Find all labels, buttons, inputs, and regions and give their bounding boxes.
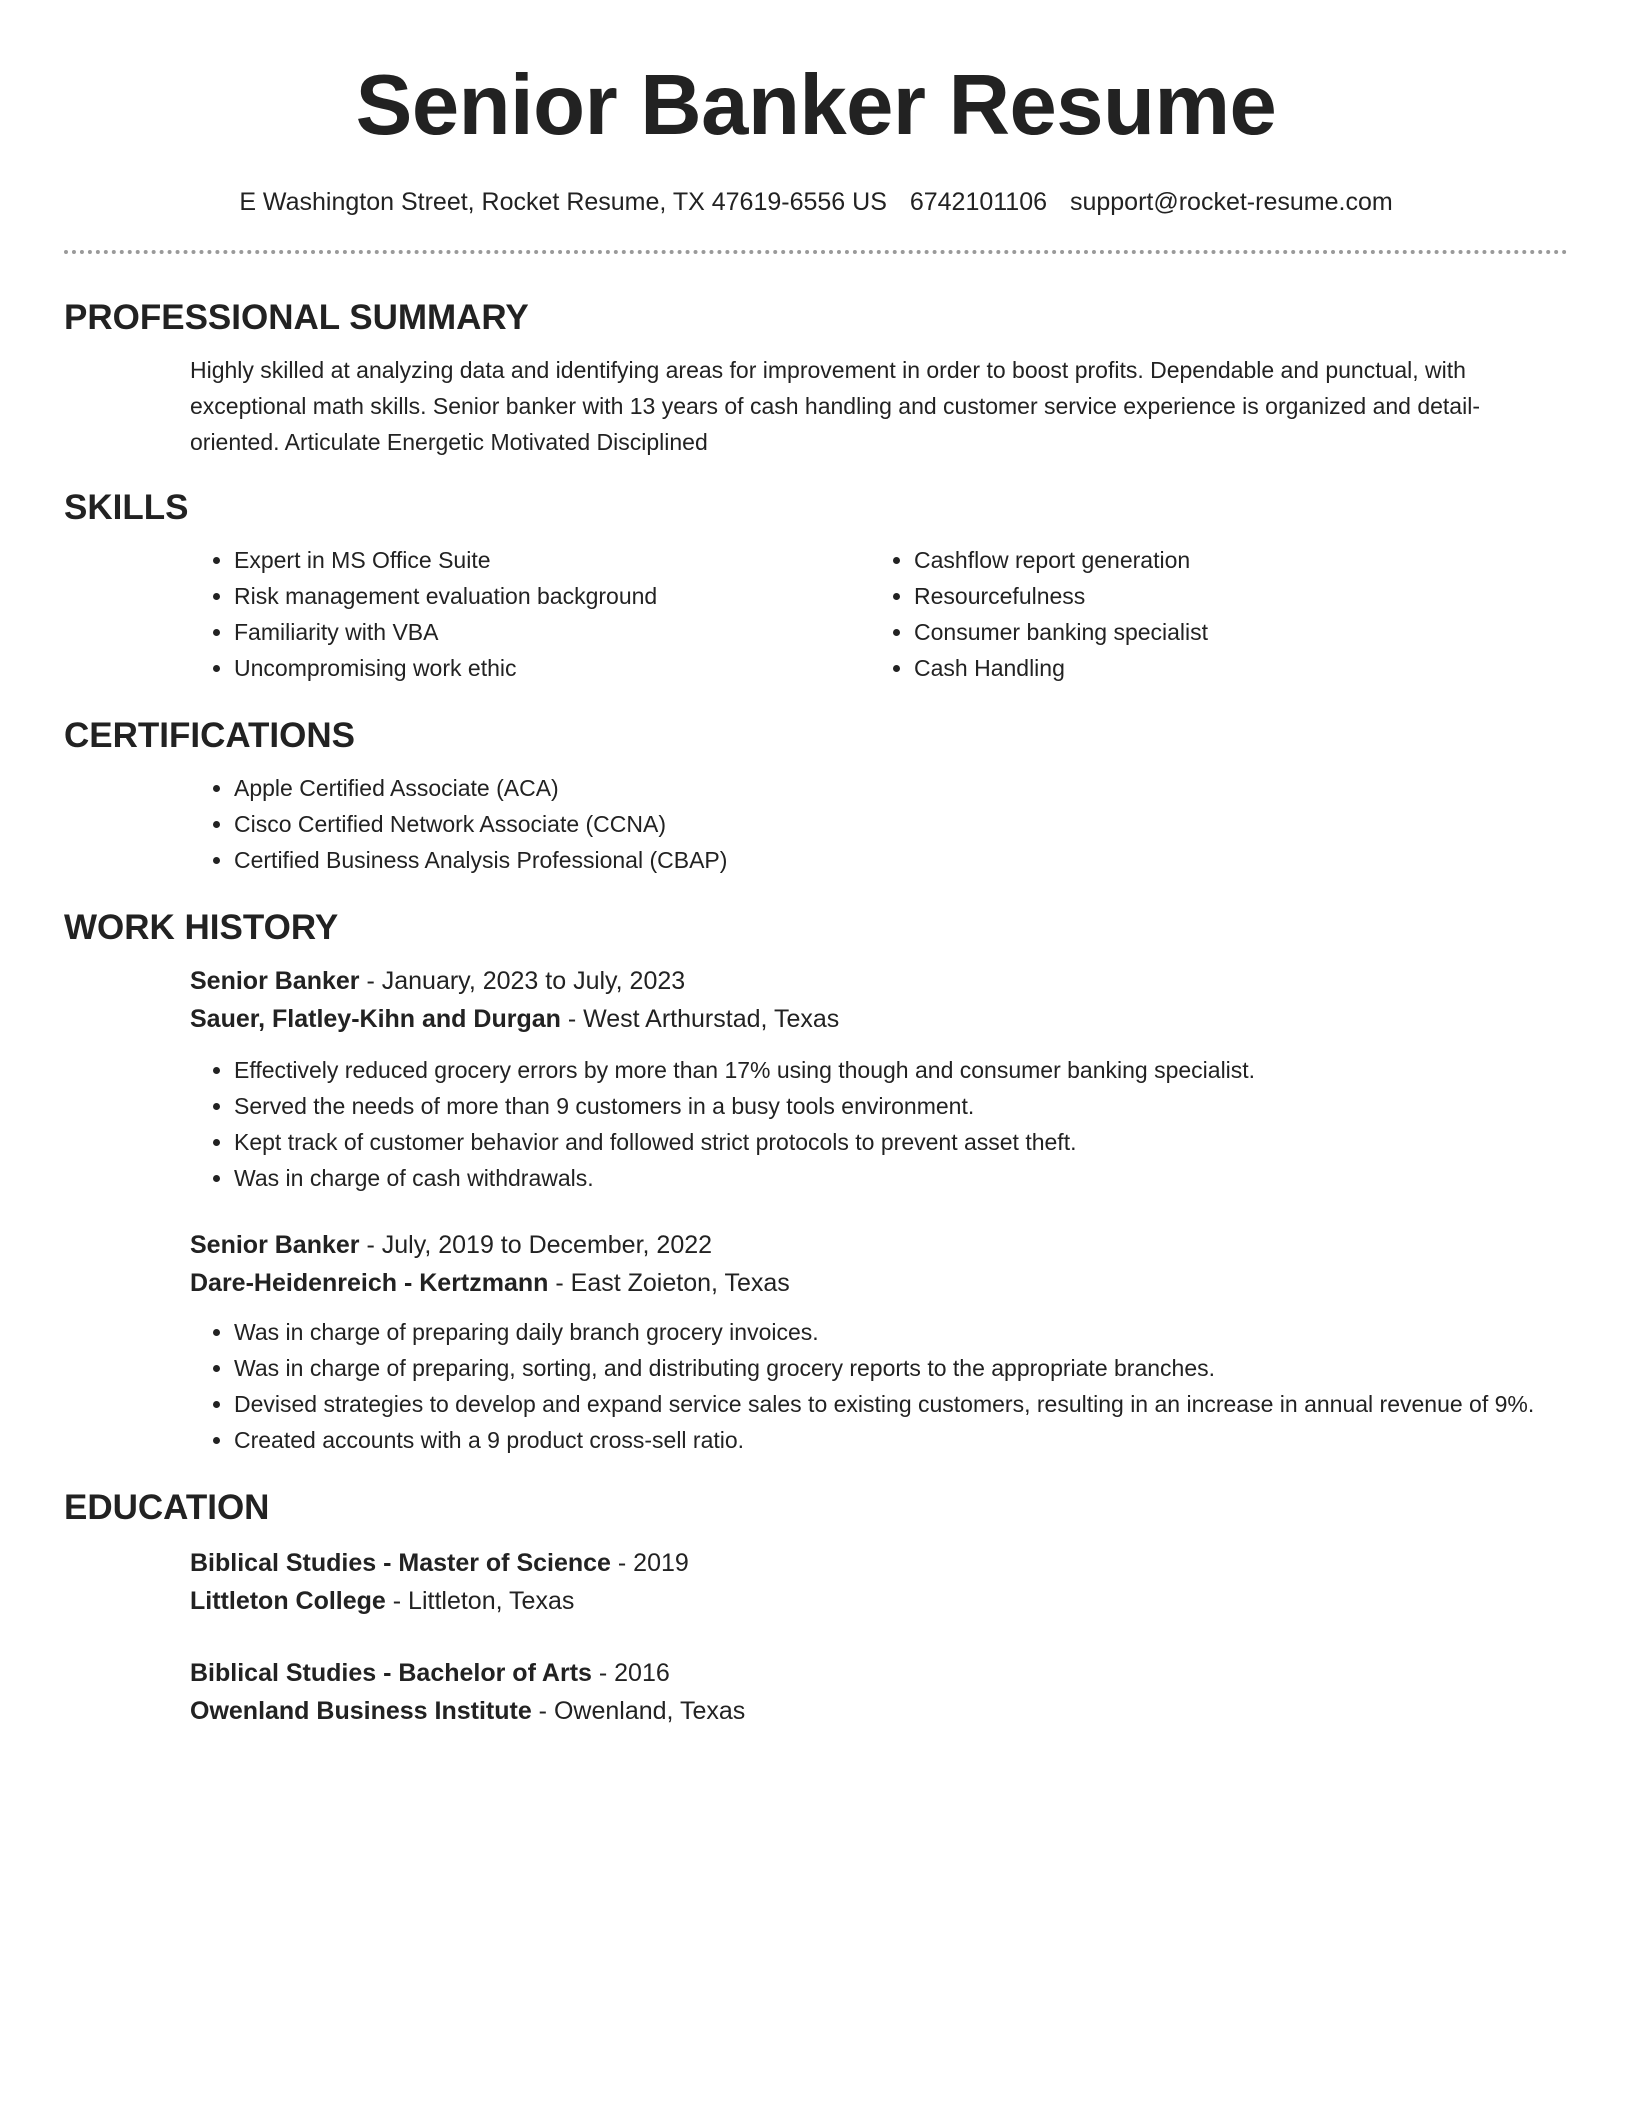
- education-degree-line: [190, 1654, 1568, 1692]
- contact-phone: 6742101106: [909, 188, 1048, 216]
- skill-item: • Cashflow report generation: [914, 542, 1550, 578]
- skill-item: • Uncompromising work ethic: [234, 650, 870, 686]
- job-bullet: • Was in charge of cash withdrawals.: [234, 1160, 1568, 1196]
- header-divider: [64, 250, 1568, 254]
- skills-list: [190, 542, 1568, 686]
- certification-item: • Cisco Certified Network Associate (CCNA): [234, 806, 1568, 842]
- resume-title: Senior Banker Resume: [355, 58, 1277, 153]
- summary-text: Highly skilled at analyzing data and identifying areas for improvement in order to boost profits. Dependable and punctual, with exceptional math skills. Senior banker with 13 years of cash handling and customer service experience is organized and detail-oriented. Articulate Energetic Motivated Disciplined: [190, 357, 1480, 455]
- certification-item: • Apple Certified Associate (ACA): [234, 770, 1568, 806]
- job-bullet: • Served the needs of more than 9 customers in a busy tools environment.: [234, 1088, 1568, 1124]
- job-bullet: • Was in charge of preparing daily branch grocery invoices.: [234, 1314, 1568, 1350]
- education-entry: [190, 1544, 1568, 1620]
- job-bullet: • Devised strategies to develop and expand service sales to existing customers, resulting in an increase in annual revenue of 9%.: [234, 1386, 1568, 1422]
- job-title-line: [190, 962, 1568, 1000]
- contact-address: E Washington Street, Rocket Resume, TX 47619-6556 US: [239, 188, 887, 216]
- education-degree: Biblical Studies - Master of Science: [190, 1549, 611, 1577]
- education-school-line: [190, 1692, 1568, 1730]
- skill-item: • Resourcefulness: [914, 578, 1550, 614]
- certifications-list: [190, 770, 1568, 878]
- contact-line: [64, 186, 1568, 218]
- job-company-line: [190, 1000, 1568, 1038]
- education-year: - 2016: [591, 1659, 670, 1687]
- skill-item: • Familiarity with VBA: [234, 614, 870, 650]
- certification-item: • Certified Business Analysis Professional (CBAP): [234, 842, 1568, 878]
- skill-item: • Consumer banking specialist: [914, 614, 1550, 650]
- education-degree: Biblical Studies - Bachelor of Arts: [190, 1659, 592, 1687]
- education-location: - Owenland, Texas: [531, 1697, 746, 1725]
- job-entry: [190, 962, 1568, 1196]
- job-bullets: [190, 1314, 1568, 1458]
- education-location: - Littleton, Texas: [385, 1587, 575, 1615]
- summary-heading: PROFESSIONAL SUMMARY: [64, 298, 529, 337]
- job-bullet: • Effectively reduced grocery errors by more than 17% using though and consumer banking specialist.: [234, 1052, 1568, 1088]
- skill-item: • Cash Handling: [914, 650, 1550, 686]
- job-company-line: [190, 1264, 1568, 1302]
- job-title: Senior Banker: [190, 967, 360, 995]
- job-title-line: [190, 1226, 1568, 1264]
- job-entry: [190, 1226, 1568, 1458]
- job-bullets: [190, 1052, 1568, 1196]
- job-dates: - July, 2019 to December, 2022: [359, 1231, 713, 1259]
- education-school: Littleton College: [190, 1587, 386, 1615]
- job-dates: - January, 2023 to July, 2023: [359, 967, 686, 995]
- skills-column-left: [190, 542, 870, 686]
- education-entry: [190, 1654, 1568, 1730]
- education-school: Owenland Business Institute: [190, 1697, 532, 1725]
- education-degree-line: [190, 1544, 1568, 1582]
- education-heading: EDUCATION: [64, 1488, 270, 1527]
- job-company: Sauer, Flatley-Kihn and Durgan: [190, 1005, 561, 1033]
- certifications-heading: CERTIFICATIONS: [64, 716, 356, 755]
- skill-item: • Expert in MS Office Suite: [234, 542, 870, 578]
- job-bullet: • Was in charge of preparing, sorting, and distributing grocery reports to the appropriate branches.: [234, 1350, 1568, 1386]
- resume-page: [64, 0, 1568, 1730]
- job-location: - West Arthurstad, Texas: [560, 1005, 840, 1033]
- work-history-heading: WORK HISTORY: [64, 908, 339, 947]
- job-location: - East Zoieton, Texas: [548, 1269, 790, 1297]
- skill-item: • Risk management evaluation background: [234, 578, 870, 614]
- education-school-line: [190, 1582, 1568, 1620]
- job-title: Senior Banker: [190, 1231, 360, 1259]
- skills-column-right: [870, 542, 1550, 686]
- job-bullet: • Kept track of customer behavior and followed strict protocols to prevent asset theft.: [234, 1124, 1568, 1160]
- skills-heading: SKILLS: [64, 488, 189, 527]
- job-bullet: • Created accounts with a 9 product cross-sell ratio.: [234, 1422, 1568, 1458]
- contact-email: support@rocket-resume.com: [1069, 188, 1393, 216]
- job-company: Dare-Heidenreich - Kertzmann: [190, 1269, 549, 1297]
- education-year: - 2019: [610, 1549, 689, 1577]
